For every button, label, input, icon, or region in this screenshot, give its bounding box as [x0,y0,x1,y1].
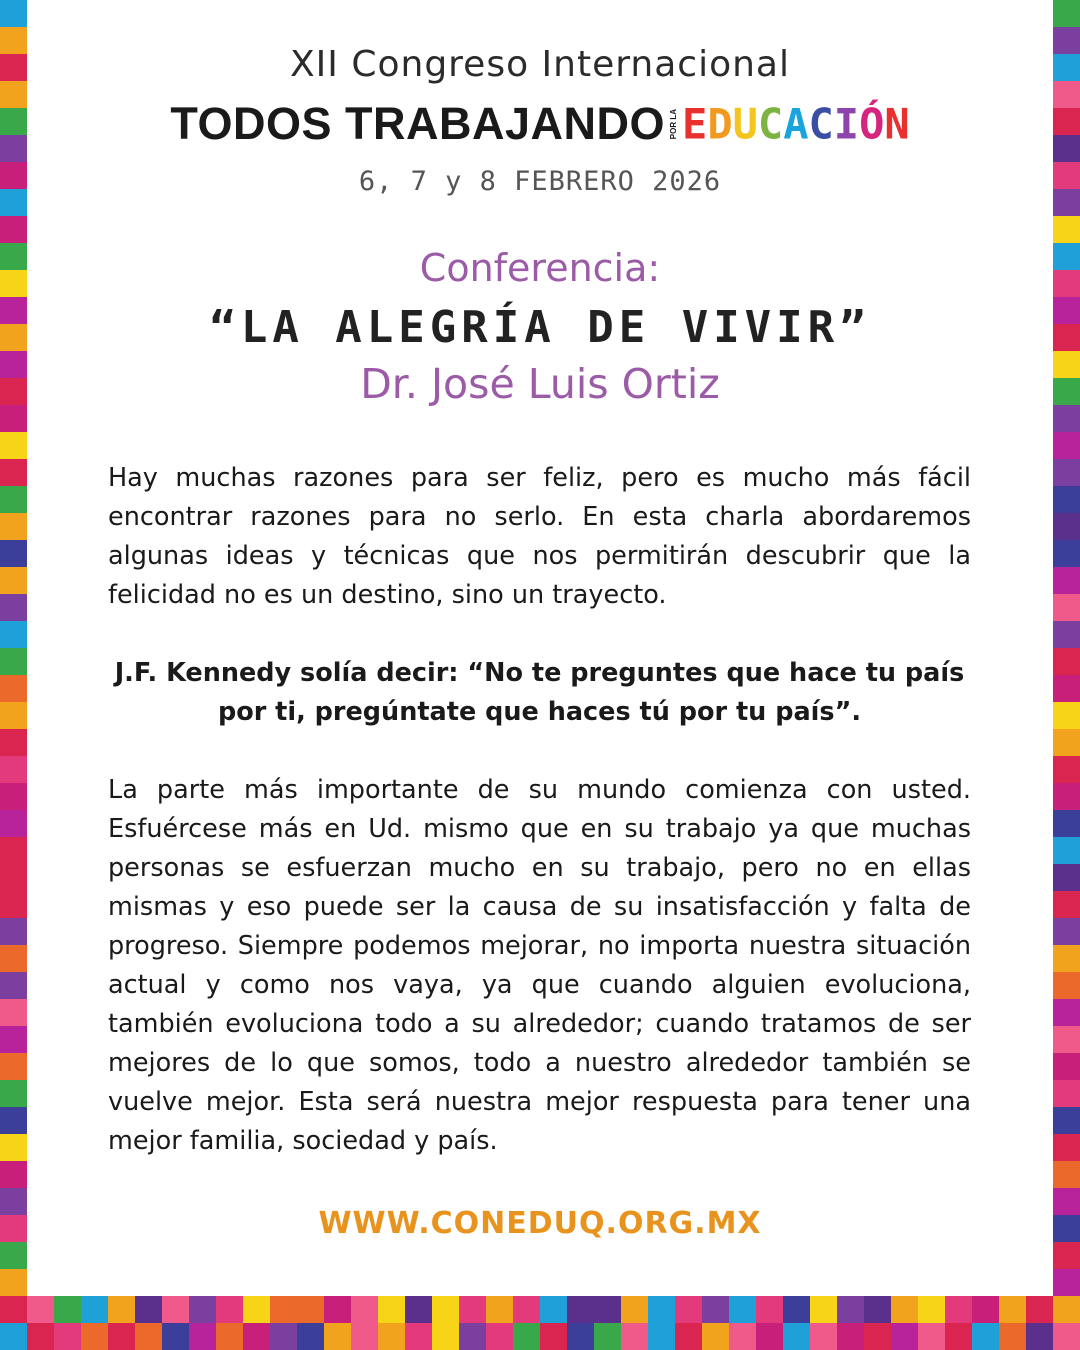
mosaic-tile [0,378,27,405]
mosaic-tile [1053,216,1080,243]
mosaic-tile [0,1323,27,1350]
mosaic-tile [0,864,27,891]
mosaic-tile [0,54,27,81]
mosaic-tile [0,162,27,189]
mosaic-tile [189,1323,216,1350]
mosaic-tile [0,1269,27,1296]
mosaic-tile [1053,27,1080,54]
mosaic-tile [0,486,27,513]
educacion-letter: N [884,99,910,149]
mosaic-tile [1053,1107,1080,1134]
mosaic-tile [162,1296,189,1323]
mosaic-tile [54,1323,81,1350]
mosaic-tile [486,1296,513,1323]
mosaic-tile [1053,351,1080,378]
mosaic-tile [1053,891,1080,918]
mosaic-tile [837,1296,864,1323]
mosaic-tile [243,1296,270,1323]
mosaic-tile [1053,270,1080,297]
mosaic-tile [0,27,27,54]
intro-paragraph: Hay muchas razones para ser feliz, pero es mucho más fácil encontrar razones para no serlo. En esta charla abordaremos algunas ideas y técnicas que nos permitirán descubrir que la felicidad no es un destino, sino un trayecto. [108,463,971,610]
mosaic-tile [1053,1053,1080,1080]
mosaic-tile [1053,837,1080,864]
mosaic-tile [0,0,27,27]
mosaic-tile [0,783,27,810]
mosaic-tile [0,1215,27,1242]
mosaic-tile [27,1323,54,1350]
mosaic-tile [351,1323,378,1350]
educacion-letter: C [808,99,834,149]
mosaic-tile [0,324,27,351]
mosaic-tile [648,1323,675,1350]
mosaic-tile [1053,189,1080,216]
mosaic-tile [0,918,27,945]
mosaic-tile [1053,594,1080,621]
mosaic-tile [0,1080,27,1107]
mosaic-tile [1053,1269,1080,1296]
mosaic-tile [1053,81,1080,108]
mosaic-tile [0,540,27,567]
mosaic-tile [1053,729,1080,756]
mosaic-tile [783,1296,810,1323]
mosaic-tile [1053,486,1080,513]
mosaic-tile [999,1323,1026,1350]
mosaic-tile [0,702,27,729]
mosaic-tile [0,945,27,972]
mosaic-tile [0,189,27,216]
mosaic-tile [837,1323,864,1350]
mosaic-tile [0,432,27,459]
mosaic-tile [0,216,27,243]
mosaic-tile [0,1053,27,1080]
mosaic-tile [459,1296,486,1323]
mosaic-tile [972,1296,999,1323]
mosaic-tile [1053,972,1080,999]
educacion-letter: U [732,99,758,149]
mosaic-tile [297,1296,324,1323]
website-link[interactable]: WWW.CONEDUQ.ORG.MX [318,1206,762,1241]
mosaic-tile [1053,1296,1080,1323]
mosaic-tile [1053,432,1080,459]
congress-name-bold: TODOS TRABAJANDO [170,98,666,149]
mosaic-tile [621,1323,648,1350]
mosaic-tile [1053,297,1080,324]
mosaic-tile [0,837,27,864]
mosaic-tile [0,1134,27,1161]
mosaic-tile [1053,405,1080,432]
mosaic-tile [0,810,27,837]
mosaic-tile [432,1296,459,1323]
mosaic-tile [0,891,27,918]
mosaic-tile [945,1296,972,1323]
mosaic-tile [972,1323,999,1350]
mosaic-tile [1053,918,1080,945]
mosaic-tile [1053,702,1080,729]
mosaic-tile [324,1323,351,1350]
mosaic-tile [1053,459,1080,486]
mosaic-tile [0,405,27,432]
mosaic-tile [81,1323,108,1350]
mosaic-tile [405,1296,432,1323]
kennedy-quote: J.F. Kennedy solía decir: “No te preguntes que hace tu país por ti, pregúntate que haces tú por tu país”. [114,658,965,727]
mosaic-tile [0,135,27,162]
mosaic-tile [1053,1026,1080,1053]
mosaic-tile [0,972,27,999]
mosaic-tile [891,1323,918,1350]
mosaic-tile [0,108,27,135]
mosaic-tile [1053,1215,1080,1242]
mosaic-tile [378,1323,405,1350]
mosaic-tile [1053,1242,1080,1269]
mosaic-tile [486,1323,513,1350]
mosaic-tile [0,513,27,540]
event-dates: 6, 7 y 8 FEBRERO 2026 [358,166,722,197]
mosaic-tile [189,1296,216,1323]
mosaic-tile [297,1323,324,1350]
mosaic-tile [1053,621,1080,648]
mosaic-tile [378,1296,405,1323]
mosaic-tile [675,1296,702,1323]
mosaic-tile [81,1296,108,1323]
mosaic-tile [1053,540,1080,567]
mosaic-tile [0,567,27,594]
conference-speaker: Dr. José Luis Ortiz [360,360,720,408]
mosaic-tile [0,621,27,648]
mosaic-tile [702,1323,729,1350]
mosaic-tile [918,1323,945,1350]
mosaic-tile [810,1323,837,1350]
mosaic-tile [216,1323,243,1350]
main-paragraph: La parte más importante de su mundo comienza con usted. Esfuércese más en Ud. mismo que en su trabajo ya que muchas personas se esfuerzan mucho en su trabajo, pero no en ellas mismas y eso puede ser la causa de su insatisfacción y falta de progreso. Siempre podemos mejorar, no importa nuestra situación actual y como nos vaya, ya que cuando alguien evoluciona, también evoluciona todo a su alrededor; cuando tratamos de ser mejores de lo que somos, todo a nuestro alrededor también se vuelve mejor. Esta será nuestra mejor respuesta para tener una mejor familia, sociedad y país. [108,775,971,1156]
mosaic-tile [567,1296,594,1323]
mosaic-tile [810,1296,837,1323]
mosaic-tile [918,1296,945,1323]
educacion-letter: C [757,99,784,149]
mosaic-tile [513,1323,540,1350]
mosaic-tile [729,1323,756,1350]
mosaic-tile [540,1296,567,1323]
mosaic-tile [0,675,27,702]
mosaic-tile [864,1296,891,1323]
mosaic-tile [405,1323,432,1350]
mosaic-tile [0,1161,27,1188]
mosaic-tile [0,999,27,1026]
mosaic-tile [594,1323,621,1350]
mosaic-tile [1053,243,1080,270]
mosaic-tile [1053,108,1080,135]
mosaic-tile [864,1323,891,1350]
educacion-letter: A [783,99,809,149]
mosaic-tile [567,1323,594,1350]
mosaic-tile [1053,567,1080,594]
congress-name-connector: POR LA [669,108,679,140]
mosaic-tile [1053,756,1080,783]
mosaic-tile [891,1296,918,1323]
mosaic-tile [756,1296,783,1323]
mosaic-tile [1053,1134,1080,1161]
mosaic-tile [1053,1188,1080,1215]
mosaic-tile [945,1323,972,1350]
mosaic-tile [0,1242,27,1269]
mosaic-tile [0,1107,27,1134]
mosaic-tile [243,1323,270,1350]
mosaic-tile [1053,54,1080,81]
mosaic-tile [459,1323,486,1350]
congress-name [50,98,1030,150]
mosaic-tile [1053,135,1080,162]
mosaic-tile [1053,810,1080,837]
mosaic-tile [1053,378,1080,405]
mosaic-tile [135,1323,162,1350]
mosaic-tile [648,1296,675,1323]
mosaic-tile [1053,1161,1080,1188]
mosaic-tile [0,756,27,783]
mosaic-tile [270,1323,297,1350]
mosaic-tile [999,1296,1026,1323]
content-card [50,0,1030,1290]
mosaic-tile [0,594,27,621]
mosaic-tile [54,1296,81,1323]
mosaic-tile [756,1323,783,1350]
mosaic-tile [108,1296,135,1323]
mosaic-tile [594,1296,621,1323]
mosaic-tile [0,81,27,108]
congress-edition: XII Congreso Internacional [290,44,790,85]
mosaic-tile [1026,1296,1053,1323]
mosaic-tile [216,1296,243,1323]
mosaic-tile [351,1296,378,1323]
mosaic-tile [27,1296,54,1323]
mosaic-tile [1053,513,1080,540]
mosaic-tile [540,1323,567,1350]
mosaic-tile [1053,648,1080,675]
mosaic-tile [702,1296,729,1323]
mosaic-tile [0,648,27,675]
educacion-letter: E [682,99,708,149]
mosaic-tile [0,351,27,378]
mosaic-tile [1053,864,1080,891]
mosaic-tile [1053,1323,1080,1350]
mosaic-tile [135,1296,162,1323]
mosaic-tile [729,1296,756,1323]
mosaic-tile [162,1323,189,1350]
mosaic-tile [783,1323,810,1350]
mosaic-tile [621,1296,648,1323]
mosaic-tile [1053,324,1080,351]
mosaic-tile [675,1323,702,1350]
mosaic-tile [1053,0,1080,27]
mosaic-tile [324,1296,351,1323]
mosaic-tile [1026,1323,1053,1350]
conference-title: “LA ALEGRÍA DE VIVIR” [209,302,871,353]
mosaic-tile [1053,1080,1080,1107]
conference-label: Conferencia: [419,246,661,290]
mosaic-tile [1053,162,1080,189]
mosaic-tile [513,1296,540,1323]
educacion-letter: D [707,99,733,149]
mosaic-tile [0,297,27,324]
educacion-letter: I [833,99,860,149]
mosaic-tile [1053,783,1080,810]
educacion-letter: Ó [859,99,885,149]
mosaic-tile [0,1188,27,1215]
mosaic-tile [432,1323,459,1350]
mosaic-tile [1053,945,1080,972]
mosaic-tile [0,270,27,297]
mosaic-tile [0,729,27,756]
mosaic-tile [0,243,27,270]
mosaic-tile [1053,675,1080,702]
mosaic-tile [0,459,27,486]
mosaic-tile [0,1296,27,1323]
mosaic-tile [1053,999,1080,1026]
congress-name-colored-word [682,100,910,149]
mosaic-tile [270,1296,297,1323]
mosaic-tile [0,1026,27,1053]
mosaic-tile [108,1323,135,1350]
